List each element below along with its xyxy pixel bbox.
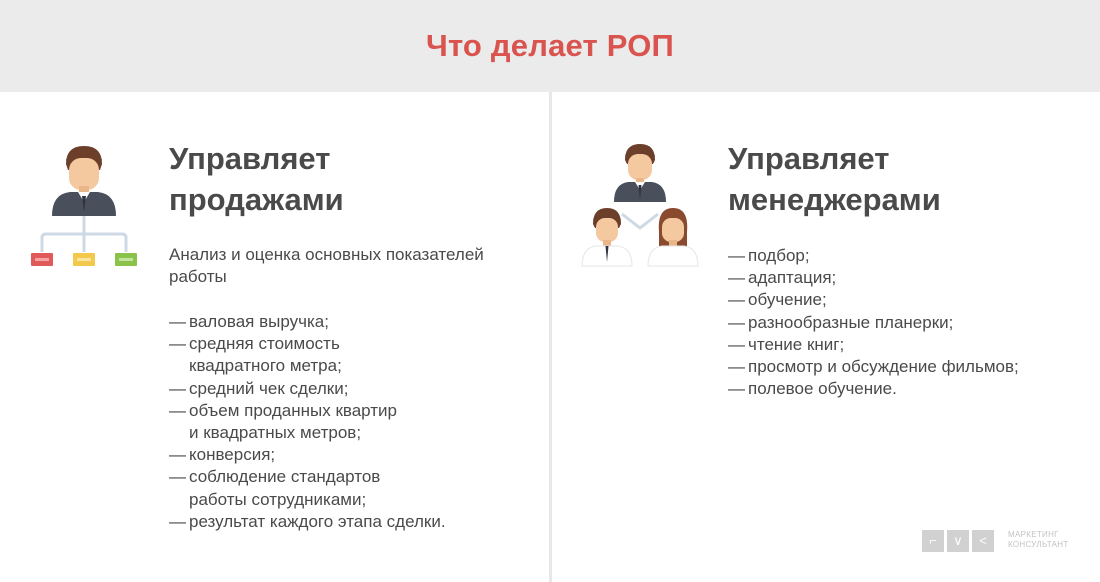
list-item: — адаптация; xyxy=(728,268,837,288)
managers-management-panel xyxy=(552,92,1100,582)
page-title: Что делает РОП xyxy=(425,28,675,63)
list-item: — объем проданных квартир xyxy=(169,400,398,420)
list-item: — средняя стоимость xyxy=(169,334,340,354)
list-item: — чтение книг; xyxy=(728,334,845,354)
list-item: и квадратных метров; xyxy=(189,423,362,443)
sales-description: Анализ и оценка основных показателей работы xyxy=(169,245,484,286)
logo-mark-icon: ∨ xyxy=(947,530,969,552)
header-bar xyxy=(0,0,1100,92)
sales-title-line1: Управляет xyxy=(169,141,331,176)
managers-activities-list xyxy=(728,245,1019,400)
sales-management-panel xyxy=(0,92,549,582)
managers-title-line1: Управляет xyxy=(728,141,890,176)
list-item: — подбор; xyxy=(728,246,810,265)
logo-mark-icon: ⌐ xyxy=(922,530,944,552)
watermark-text: МАРКЕТИНГ КОНСУЛЬТАНТ xyxy=(1008,530,1069,549)
list-item: — валовая выручка; xyxy=(169,312,329,331)
managers-title xyxy=(728,138,941,220)
list-item: работы сотрудниками; xyxy=(189,489,367,509)
list-item: — обучение; xyxy=(728,290,827,310)
team-hierarchy-icon xyxy=(580,142,700,270)
managers-title-line2: менеджерами xyxy=(728,182,941,217)
logo-mark-icon: < xyxy=(972,530,994,552)
watermark-logo xyxy=(922,528,1082,558)
sales-title xyxy=(169,138,344,220)
list-item: — просмотр и обсуждение фильмов; xyxy=(728,357,1019,377)
list-item: — разнообразные планерки; xyxy=(728,312,954,332)
list-item: — полевое обучение. xyxy=(728,379,897,399)
manager-org-chart-icon xyxy=(28,142,140,272)
sales-metrics-list xyxy=(169,311,446,533)
list-item: — конверсия; xyxy=(169,445,276,465)
list-item: — средний чек сделки; xyxy=(169,378,349,398)
list-item: — соблюдение стандартов xyxy=(169,467,381,487)
list-item: квадратного метра; xyxy=(189,356,342,376)
list-item: — результат каждого этапа сделки. xyxy=(169,511,446,531)
sales-title-line2: продажами xyxy=(169,182,344,217)
